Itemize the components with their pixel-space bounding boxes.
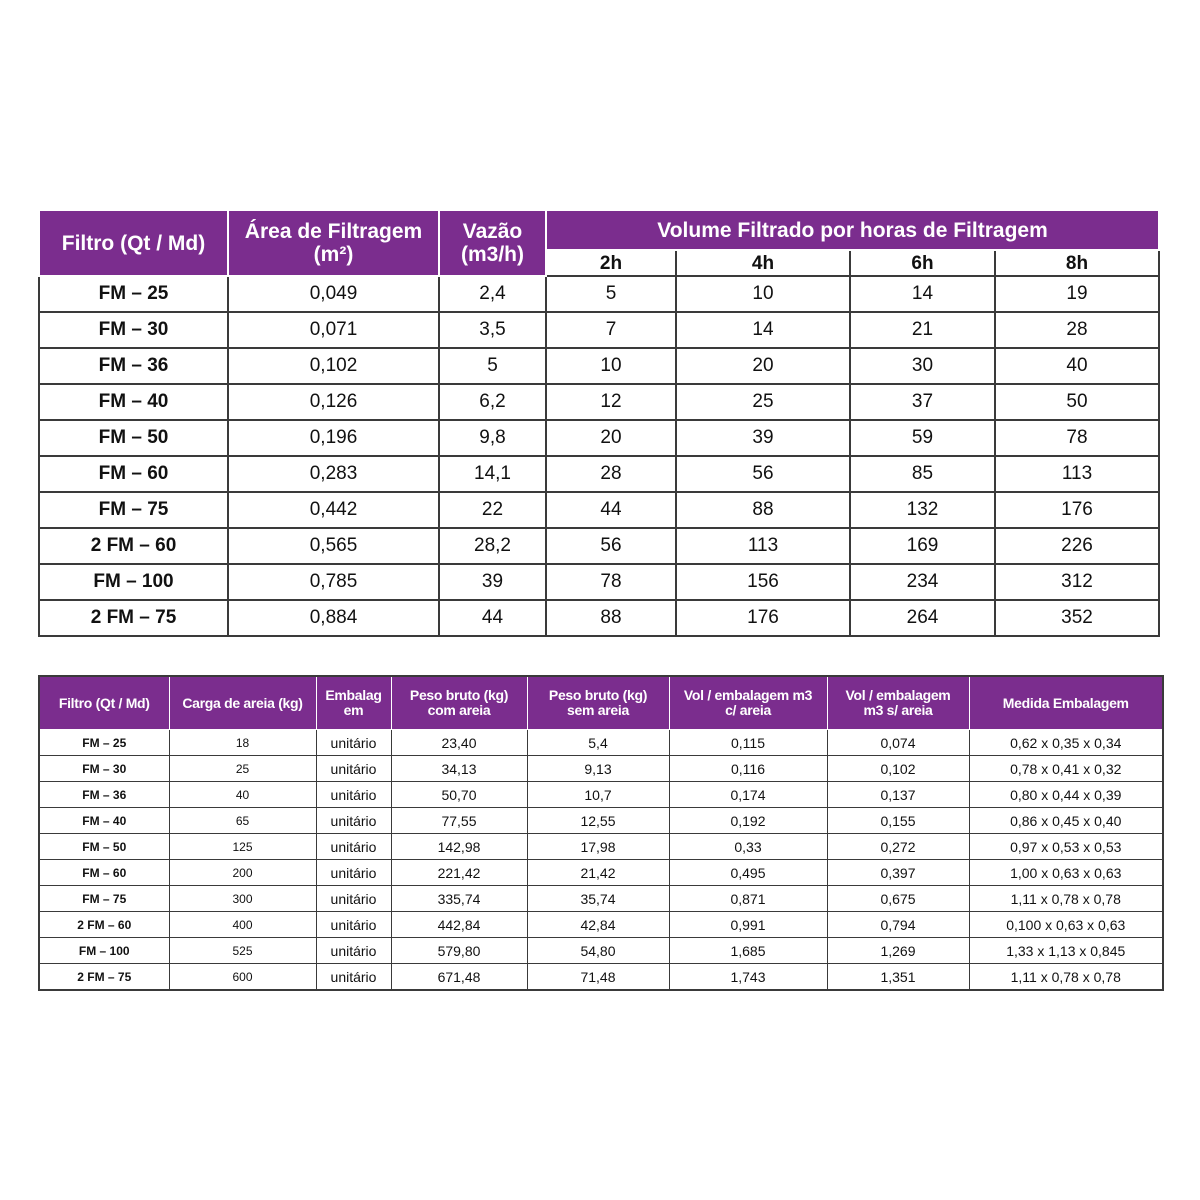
table-row — [39, 782, 1163, 808]
cell-vol_com: 0,33 — [669, 834, 827, 860]
cell-h2: 10 — [546, 348, 676, 384]
table-row — [39, 348, 1159, 384]
cell-vol_sem: 0,155 — [827, 808, 969, 834]
cell-filtro: FM – 60 — [39, 860, 169, 886]
table-row — [39, 886, 1163, 912]
cell-filtro: FM – 75 — [39, 886, 169, 912]
cell-h2: 7 — [546, 312, 676, 348]
cell-h2: 56 — [546, 528, 676, 564]
cell-vol_com: 0,495 — [669, 860, 827, 886]
table-row — [39, 384, 1159, 420]
cell-pb_sem: 9,13 — [527, 756, 669, 782]
cell-carga: 25 — [169, 756, 316, 782]
cell-h4: 88 — [676, 492, 850, 528]
header-medida: Medida Embalagem — [969, 676, 1163, 730]
cell-h6: 169 — [850, 528, 995, 564]
table-row — [39, 528, 1159, 564]
cell-h6: 264 — [850, 600, 995, 636]
header-peso-com-areia: Peso bruto (kg) com areia — [391, 676, 527, 730]
header-embalagem: Embalag em — [316, 676, 391, 730]
cell-pb_com: 77,55 — [391, 808, 527, 834]
cell-emb: unitário — [316, 808, 391, 834]
cell-h8: 352 — [995, 600, 1159, 636]
cell-h6: 59 — [850, 420, 995, 456]
cell-emb: unitário — [316, 730, 391, 756]
cell-pb_sem: 35,74 — [527, 886, 669, 912]
cell-h2: 12 — [546, 384, 676, 420]
table-row — [39, 730, 1163, 756]
cell-vazao: 14,1 — [439, 456, 546, 492]
cell-medida: 1,11 x 0,78 x 0,78 — [969, 964, 1163, 991]
cell-emb: unitário — [316, 938, 391, 964]
header-vol-sem-areia: Vol / embalagem m3 s/ areia — [827, 676, 969, 730]
cell-vol_com: 0,991 — [669, 912, 827, 938]
header-volume: Volume Filtrado por horas de Filtragem — [546, 210, 1159, 250]
cell-emb: unitário — [316, 886, 391, 912]
cell-medida: 0,100 x 0,63 x 0,63 — [969, 912, 1163, 938]
cell-vol_sem: 0,675 — [827, 886, 969, 912]
cell-medida: 0,78 x 0,41 x 0,32 — [969, 756, 1163, 782]
cell-vazao: 5 — [439, 348, 546, 384]
cell-pb_com: 335,74 — [391, 886, 527, 912]
cell-area: 0,196 — [228, 420, 439, 456]
header-vazao: Vazão (m3/h) — [439, 210, 546, 276]
cell-pb_sem: 17,98 — [527, 834, 669, 860]
header-filtro: Filtro (Qt / Md) — [39, 676, 169, 730]
table-row — [39, 808, 1163, 834]
cell-vol_sem: 0,794 — [827, 912, 969, 938]
table-row — [39, 938, 1163, 964]
cell-filtro: 2 FM – 75 — [39, 964, 169, 991]
cell-h8: 40 — [995, 348, 1159, 384]
cell-pb_sem: 5,4 — [527, 730, 669, 756]
cell-vol_sem: 0,074 — [827, 730, 969, 756]
cell-vol_com: 1,685 — [669, 938, 827, 964]
cell-carga: 300 — [169, 886, 316, 912]
cell-vazao: 6,2 — [439, 384, 546, 420]
table-row — [39, 600, 1159, 636]
cell-pb_com: 579,80 — [391, 938, 527, 964]
cell-pb_sem: 21,42 — [527, 860, 669, 886]
cell-emb: unitário — [316, 860, 391, 886]
cell-h4: 56 — [676, 456, 850, 492]
cell-emb: unitário — [316, 756, 391, 782]
cell-filtro: FM – 100 — [39, 564, 228, 600]
cell-emb: unitário — [316, 782, 391, 808]
table-row — [39, 564, 1159, 600]
cell-medida: 1,00 x 0,63 x 0,63 — [969, 860, 1163, 886]
cell-medida: 0,86 x 0,45 x 0,40 — [969, 808, 1163, 834]
cell-pb_com: 142,98 — [391, 834, 527, 860]
cell-h4: 25 — [676, 384, 850, 420]
cell-filtro: FM – 50 — [39, 420, 228, 456]
cell-filtro: FM – 25 — [39, 276, 228, 312]
cell-vol_sem: 0,272 — [827, 834, 969, 860]
table-row — [39, 756, 1163, 782]
cell-pb_sem: 42,84 — [527, 912, 669, 938]
cell-filtro: FM – 50 — [39, 834, 169, 860]
cell-vazao: 3,5 — [439, 312, 546, 348]
cell-area: 0,785 — [228, 564, 439, 600]
cell-medida: 1,11 x 0,78 x 0,78 — [969, 886, 1163, 912]
header-area: Área de Filtragem (m²) — [228, 210, 439, 276]
cell-area: 0,884 — [228, 600, 439, 636]
cell-h8: 19 — [995, 276, 1159, 312]
cell-carga: 525 — [169, 938, 316, 964]
cell-h8: 50 — [995, 384, 1159, 420]
cell-area: 0,126 — [228, 384, 439, 420]
table-row — [39, 456, 1159, 492]
table-row — [39, 312, 1159, 348]
cell-pb_com: 34,13 — [391, 756, 527, 782]
cell-filtro: FM – 36 — [39, 348, 228, 384]
cell-vol_sem: 0,137 — [827, 782, 969, 808]
header-carga: Carga de areia (kg) — [169, 676, 316, 730]
cell-filtro: FM – 30 — [39, 312, 228, 348]
cell-h4: 176 — [676, 600, 850, 636]
cell-filtro: 2 FM – 75 — [39, 600, 228, 636]
cell-filtro: FM – 30 — [39, 756, 169, 782]
cell-h2: 78 — [546, 564, 676, 600]
cell-filtro: FM – 40 — [39, 808, 169, 834]
cell-emb: unitário — [316, 964, 391, 991]
cell-h4: 39 — [676, 420, 850, 456]
cell-vol_com: 0,174 — [669, 782, 827, 808]
header-4h: 4h — [676, 250, 850, 276]
cell-vol_sem: 0,397 — [827, 860, 969, 886]
cell-pb_sem: 10,7 — [527, 782, 669, 808]
packaging-table — [38, 675, 1164, 991]
cell-vol_sem: 1,351 — [827, 964, 969, 991]
cell-carga: 18 — [169, 730, 316, 756]
cell-pb_sem: 12,55 — [527, 808, 669, 834]
cell-area: 0,283 — [228, 456, 439, 492]
cell-carga: 400 — [169, 912, 316, 938]
cell-h8: 226 — [995, 528, 1159, 564]
header-vol-com-areia: Vol / embalagem m3 c/ areia — [669, 676, 827, 730]
table-row — [39, 964, 1163, 991]
table-row — [39, 276, 1159, 312]
cell-pb_com: 221,42 — [391, 860, 527, 886]
cell-h2: 88 — [546, 600, 676, 636]
cell-vol_com: 0,115 — [669, 730, 827, 756]
cell-h6: 85 — [850, 456, 995, 492]
cell-area: 0,565 — [228, 528, 439, 564]
cell-h8: 78 — [995, 420, 1159, 456]
cell-vol_sem: 0,102 — [827, 756, 969, 782]
cell-carga: 600 — [169, 964, 316, 991]
cell-vazao: 44 — [439, 600, 546, 636]
cell-filtro: 2 FM – 60 — [39, 912, 169, 938]
cell-emb: unitário — [316, 834, 391, 860]
cell-h6: 21 — [850, 312, 995, 348]
cell-medida: 0,97 x 0,53 x 0,53 — [969, 834, 1163, 860]
table-row — [39, 860, 1163, 886]
cell-vol_sem: 1,269 — [827, 938, 969, 964]
cell-area: 0,049 — [228, 276, 439, 312]
cell-area: 0,071 — [228, 312, 439, 348]
cell-emb: unitário — [316, 912, 391, 938]
cell-pb_sem: 71,48 — [527, 964, 669, 991]
table-row — [39, 834, 1163, 860]
cell-h4: 156 — [676, 564, 850, 600]
cell-h6: 37 — [850, 384, 995, 420]
cell-h8: 28 — [995, 312, 1159, 348]
cell-medida: 1,33 x 1,13 x 0,845 — [969, 938, 1163, 964]
cell-h2: 44 — [546, 492, 676, 528]
cell-h4: 14 — [676, 312, 850, 348]
table-row — [39, 420, 1159, 456]
cell-h6: 132 — [850, 492, 995, 528]
cell-vol_com: 0,871 — [669, 886, 827, 912]
cell-h6: 234 — [850, 564, 995, 600]
cell-filtro: FM – 100 — [39, 938, 169, 964]
cell-h2: 20 — [546, 420, 676, 456]
cell-vol_com: 1,743 — [669, 964, 827, 991]
cell-pb_com: 23,40 — [391, 730, 527, 756]
filtration-table — [38, 209, 1160, 637]
cell-filtro: FM – 75 — [39, 492, 228, 528]
cell-vazao: 28,2 — [439, 528, 546, 564]
table-row — [39, 912, 1163, 938]
cell-medida: 0,62 x 0,35 x 0,34 — [969, 730, 1163, 756]
cell-carga: 65 — [169, 808, 316, 834]
cell-h8: 113 — [995, 456, 1159, 492]
cell-h6: 30 — [850, 348, 995, 384]
cell-pb_com: 671,48 — [391, 964, 527, 991]
header-6h: 6h — [850, 250, 995, 276]
cell-vol_com: 0,116 — [669, 756, 827, 782]
cell-h4: 10 — [676, 276, 850, 312]
header-2h: 2h — [546, 250, 676, 276]
header-8h: 8h — [995, 250, 1159, 276]
cell-filtro: FM – 60 — [39, 456, 228, 492]
cell-filtro: 2 FM – 60 — [39, 528, 228, 564]
cell-area: 0,442 — [228, 492, 439, 528]
cell-h8: 312 — [995, 564, 1159, 600]
cell-vazao: 39 — [439, 564, 546, 600]
cell-filtro: FM – 25 — [39, 730, 169, 756]
table-row — [39, 492, 1159, 528]
cell-pb_com: 50,70 — [391, 782, 527, 808]
cell-carga: 200 — [169, 860, 316, 886]
cell-vol_com: 0,192 — [669, 808, 827, 834]
cell-vazao: 9,8 — [439, 420, 546, 456]
cell-area: 0,102 — [228, 348, 439, 384]
cell-pb_com: 442,84 — [391, 912, 527, 938]
cell-vazao: 2,4 — [439, 276, 546, 312]
cell-filtro: FM – 40 — [39, 384, 228, 420]
cell-carga: 125 — [169, 834, 316, 860]
header-filtro: Filtro (Qt / Md) — [39, 210, 228, 276]
cell-medida: 0,80 x 0,44 x 0,39 — [969, 782, 1163, 808]
header-peso-sem-areia: Peso bruto (kg) sem areia — [527, 676, 669, 730]
cell-h4: 20 — [676, 348, 850, 384]
cell-carga: 40 — [169, 782, 316, 808]
cell-pb_sem: 54,80 — [527, 938, 669, 964]
cell-filtro: FM – 36 — [39, 782, 169, 808]
cell-h2: 28 — [546, 456, 676, 492]
cell-h4: 113 — [676, 528, 850, 564]
cell-h2: 5 — [546, 276, 676, 312]
cell-h8: 176 — [995, 492, 1159, 528]
cell-vazao: 22 — [439, 492, 546, 528]
cell-h6: 14 — [850, 276, 995, 312]
